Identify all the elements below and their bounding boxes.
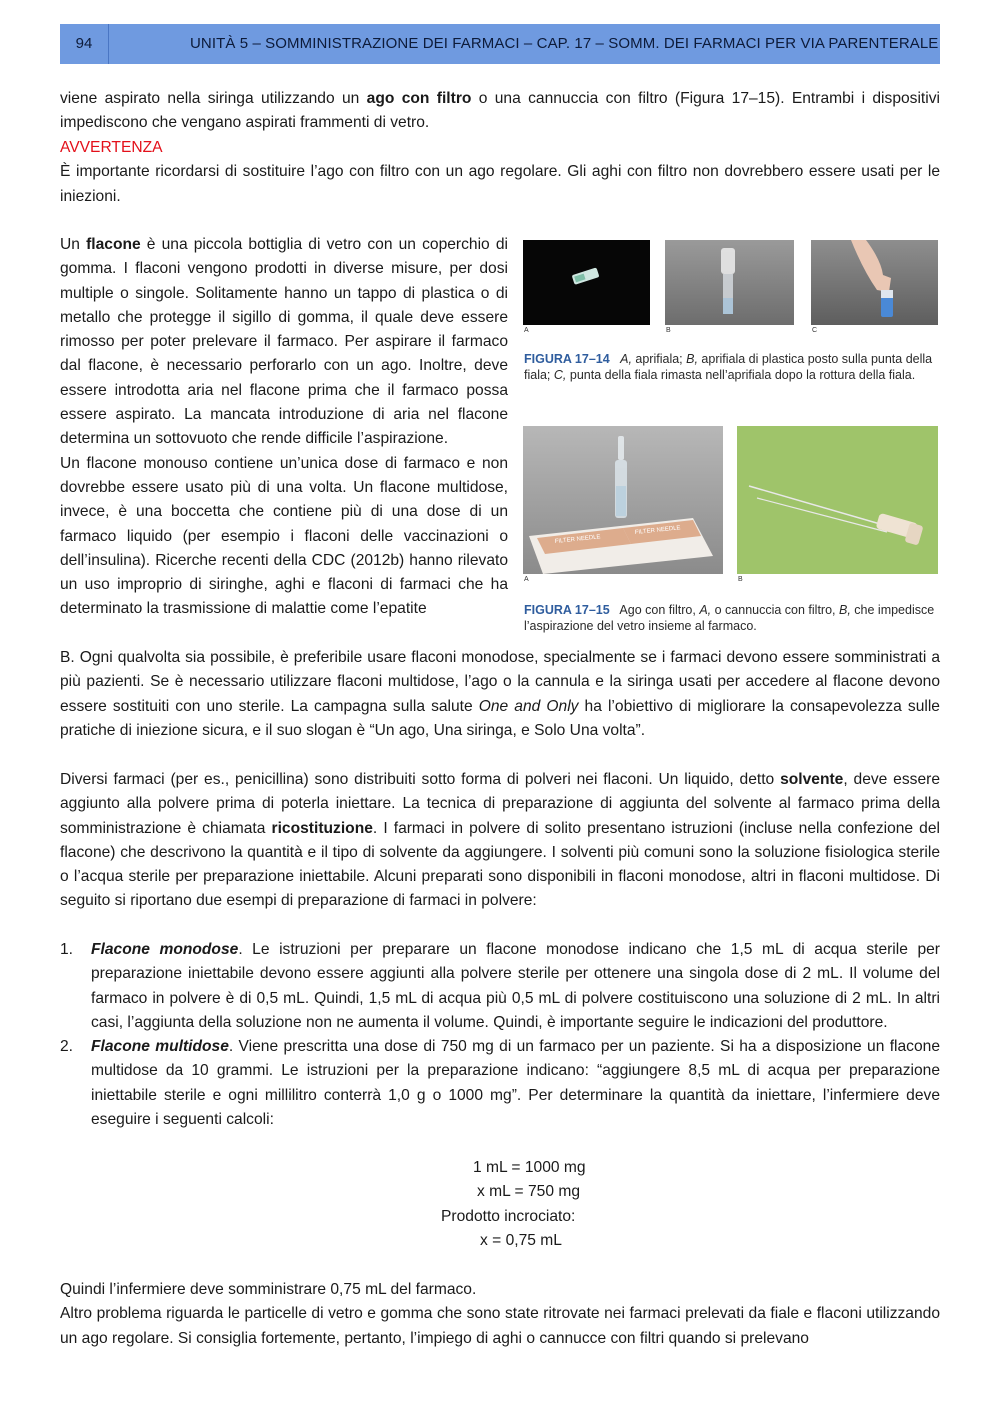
- warning-heading: AVVERTENZA: [60, 139, 163, 156]
- photo-punta-fiala: [811, 240, 938, 325]
- fiala-image: [665, 240, 794, 325]
- package-label-2: FILTER NEEDLE: [634, 525, 681, 536]
- term-ago-con-filtro: ago con filtro: [366, 90, 472, 107]
- term-solvente: solvente: [780, 771, 844, 788]
- photo-ago-con-filtro: [523, 426, 723, 574]
- figure-14-caption: FIGURA 17–14 A, aprifiala; B, aprifiala di plastica posto sulla punta della fiala; C, punta della fiala rimasta nell’aprifiala dopo la rottura della fiala.: [524, 352, 933, 382]
- ago-con-filtro-image: [523, 426, 723, 574]
- page-header: [60, 24, 940, 64]
- flacone-column: [60, 233, 508, 622]
- photo-cannuccia-con-filtro: [737, 426, 938, 574]
- calc-line-2: x mL = 750 mg: [477, 1183, 580, 1200]
- list-item: 2. Flacone multidose. Viene prescritta una dose di 750 mg di un farmaco per un paziente. Si ha a disposizione un flacone multidose da 10 grammi. Le istruzioni per la preparazione indicano: “aggiungere 8,5 mL di acqua per preparazione iniettabile sterile e ogni millilitro conterrà 1,0 g o 1000 mg”. Per determinare la quantità da iniettare, l’infermiere deve eseguire i seguenti calcoli:: [60, 1035, 940, 1132]
- figure-15-label-a: A: [524, 576, 529, 583]
- figure-14-label-b: B: [666, 327, 671, 334]
- figure-15-caption-label: FIGURA 17–15: [524, 603, 610, 617]
- running-title: UNITÀ 5 – SOMMINISTRAZIONE DEI FARMACI – CAP. 17 – SOMM. DEI FARMACI PER VIA PARENTERALE: [190, 35, 939, 52]
- figure-15-caption: FIGURA 17–15 Ago con filtro, A, o cannuccia con filtro, B, che impedisce l’aspirazione del vetro insieme al farmaco.: [524, 603, 935, 633]
- flacone-monouso-paragraph: Un flacone monouso contiene un’unica dose di farmaco e non dovrebbe essere usato più di una volta. Un flacone multidose, invece, è una boccetta che contiene più di una dose di un farmaco liquido (per esempio i flaconi delle vaccinazioni o dell’insulina). Ricerche recenti della CDC (2012b) hanno rilevato un uso improprio di siringhe, aghi e flaconi di farmaci che ha determinato la trasmissione di malattie come l’epatite: [60, 454, 508, 618]
- figure-14-label-a: A: [524, 327, 529, 334]
- figure-17-14: [523, 240, 938, 400]
- campaign-name: One and Only: [478, 697, 579, 715]
- calc-line-1: 1 mL = 1000 mg: [473, 1159, 586, 1176]
- photo-aprifiala: [523, 240, 650, 325]
- term-ricostituzione: ricostituzione: [271, 819, 373, 837]
- solvente-paragraph: Diversi farmaci (per es., penicillina) sono distribuiti sotto forma di polveri nei flaconi. Un liquido, detto solvente, deve essere aggiunto alla polvere prima di poterla iniettare. La tecnica di preparazione di aggiunta del solvente al farmaco prima della somministrazione è chiamata ricostituzione. I farmaci in polvere di solito presentano istruzioni (incluse nella confezione del flacone) che descrivono la quantità e il tipo di solvente da aggiungere. I solventi più comuni sono la soluzione fisiologica sterile o l’acqua sterile per preparazione iniettabile. Alcuni preparati sono disponibili in flaconi monodose, altri in flaconi multidose. Di seguito si riportano due esempi di preparazione di farmaci in polvere:: [60, 771, 940, 910]
- calc-line-3: Prodotto incrociato:: [441, 1208, 576, 1225]
- photo-aprifiala-fiala: [665, 240, 794, 325]
- list-number: 2.: [60, 1038, 74, 1056]
- preparation-examples-list: [60, 938, 940, 1132]
- list-item-title: Flacone monodose: [91, 941, 239, 958]
- term-flacone: flacone: [86, 236, 141, 253]
- figure-15-label-b: B: [738, 576, 743, 583]
- flacone-continuation-paragraph: B. Ogni qualvolta sia possibile, è preferibile usare flaconi monodose, specialmente se i farmaci devono essere somministrati a più pazienti. Se è necessario utilizzare flaconi multidose, l’ago o la cannula e la siringa usati per accedere al flacone devono essere sostituiti con uno sterile. La campagna sulla salute One and Only ha l’obiettivo di migliorare la consapevolezza sulle pratiche di iniezione sicura, e il suo slogan è “Un ago, Una siringa, e Solo Una volta”.: [60, 649, 940, 739]
- aprifiala-image: [523, 240, 650, 325]
- list-number: 1.: [60, 941, 74, 958]
- list-item: 1. Flacone monodose. Le istruzioni per preparare un flacone monodose indicano che 1,5 mL di acqua sterile per preparazione iniettabile devono essere aggiunti alla polvere sterile per ottenere una singola dose di 2 mL. Il volume del farmaco in polvere è di 0,5 mL. Quindi, 1,5 mL di acqua più 0,5 mL di polvere costituiscono una soluzione di 2 mL. In altri casi, l’aggiunta della soluzione non ne aumenta il volume. Quindi, è importante seguire le indicazioni del produttore.: [60, 938, 940, 1035]
- closing-paragraph: [60, 1278, 940, 1351]
- page-number: 94: [60, 24, 109, 64]
- punta-fiala-image: [811, 240, 938, 325]
- intro-paragraph: viene aspirato nella siringa utilizzando un ago con filtro o una cannuccia con filtro (Figura 17–15). Entrambi i dispositivi impediscono che vengano aspirati frammenti di vetro.: [60, 90, 940, 132]
- warning-block: [60, 136, 940, 209]
- closing-line-1: Quindi l’infermiere deve somministrare 0,75 mL del farmaco.: [60, 1281, 477, 1298]
- calc-line-4: x = 0,75 mL: [480, 1232, 562, 1249]
- cannuccia-image: [737, 426, 938, 574]
- warning-text: È importante ricordarsi di sostituire l’ago con filtro con un ago regolare. Gli aghi con filtro non dovrebbero essere usati per le iniezioni.: [60, 163, 940, 205]
- closing-line-2: Altro problema riguarda le particelle di vetro e gomma che sono state ritrovate nei farmaci prelevati da fiale e flaconi utilizzando un ago regolare. Si consiglia fortemente, pertanto, l’impiego di aghi o cannucce con filtri quando si prelevano: [60, 1305, 940, 1347]
- list-item-title: Flacone multidose: [91, 1038, 229, 1056]
- figure-17-15: [523, 426, 938, 636]
- flacone-paragraph: Un flacone è una piccola bottiglia di vetro con un coperchio di gomma. I flaconi vengono prodotti in diverse misure, per dosi multiple o singole. Solitamente hanno un tappo di plastica o di metallo che protegge il sigillo di gomma, il quale deve essere rimosso per poter prelevare il farmaco. Per aspirare il farmaco dal flacone, è necessario perforarlo con un ago. Inoltre, deve essere introdotta aria nel flacone prima che il farmaco possa essere aspirato. La mancata introduzione di aria nel flacone determina un sottovuoto che rende difficile l’aspirazione.: [60, 236, 508, 448]
- package-label-1: FILTER NEEDLE: [554, 534, 601, 545]
- figure-14-label-c: C: [812, 327, 818, 334]
- figure-14-caption-label: FIGURA 17–14: [524, 352, 610, 366]
